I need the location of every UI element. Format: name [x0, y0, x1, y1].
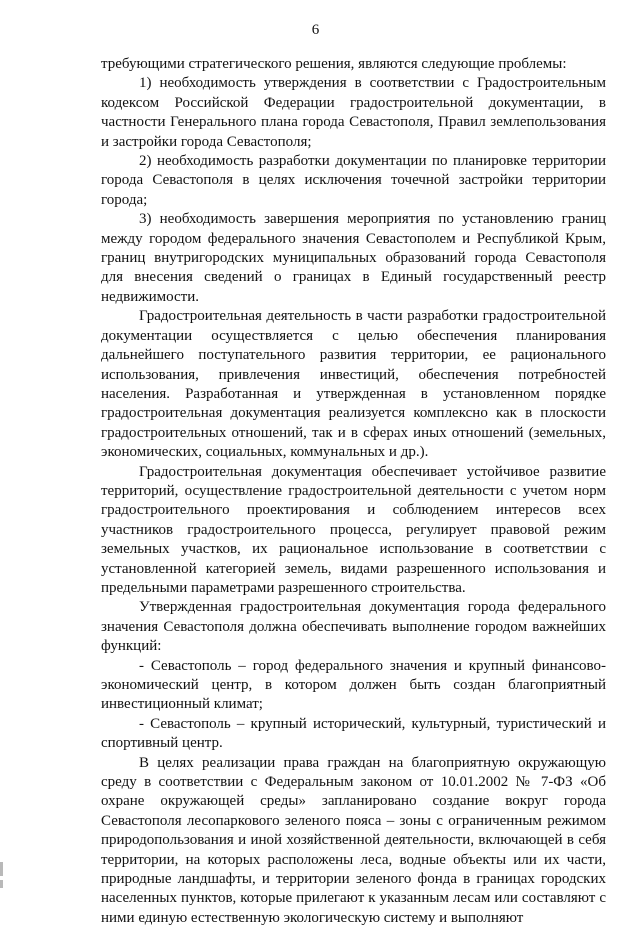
- scan-edge-mark: [0, 880, 3, 888]
- scan-edge-mark: [0, 862, 3, 876]
- paragraph-function-cultural: - Севастополь – крупный исторический, культурный, туристический и спортивный центр.: [101, 715, 606, 752]
- paragraph-city-functions: Утвержденная градостроительная документация города федерального значения Севастополя должна обеспечивать выполнение городом важнейших функций:: [101, 599, 606, 655]
- paragraph-problem-3: 3) необходимость завершения мероприятия по установлению границ между городом федерального значения Севастополем и Республикой Крым, границ внутригородских муниципальных образований города Севастополя для внесения сведений о границах в Единый государственный реестр недвижимости.: [101, 211, 606, 305]
- page-number: 6: [311, 22, 320, 38]
- document-body: [101, 55, 606, 928]
- paragraph-urban-planning-documentation: Градостроительная документация обеспечивает устойчивое развитие территорий, осуществление градостроительной деятельности с учетом норм градостроительного проектирования и соблюдением интересов всех участников градостроительного процесса, регулирует правовой режим земельных участков, их рациональное использование в соответствии с установленной категорией земель, видами разрешенного использования и предельными параметрами разрешенного строительства.: [101, 463, 606, 596]
- paragraph-problem-2: 2) необходимость разработки документации по планировке территории города Севастополя в целях исключения точечной застройки территории города;: [101, 153, 606, 208]
- paragraph-function-financial: - Севастополь – город федерального значения и крупный финансово-экономический центр, в котором должен быть создан благоприятный инвестиционный климат;: [101, 657, 606, 713]
- paragraph-problem-1: 1) необходимость утверждения в соответствии с Градостроительным кодексом Российской Федерации градостроительной документации, в частности Генерального плана города Севастополя, Правил землепользования и застройки города Севастополя;: [101, 75, 606, 150]
- paragraph-green-belt: В целях реализации права граждан на благоприятную окружающую среду в соответствии с Федеральным законом от 10.01.2002 № 7-ФЗ «Об охране окружающей среды» запланировано создание вокруг города Севастополя лесопаркового зеленого пояса – зоны с ограниченным режимом природопользования и иной хозяйственной деятельности, включающей в себя территории, на которых расположены леса, водные объекты или их части, природные ландшафты, и территории зеленого фонда в границах городских населенных пунктов, которые прилегают к указанным лесам или составляют с ними единую естественную экологическую систему и выполняют: [101, 754, 606, 926]
- paragraph-intro: требующими стратегического решения, являются следующие проблемы:: [101, 56, 567, 72]
- paragraph-urban-planning-activity: Градостроительная деятельность в части разработки градостроительной документации осуществляется с целью обеспечения планирования дальнейшего поступательного развития территории, ее рационального использования, привлечения инвестиций, обеспечения потребностей населения. Разработанная и утвержденная в установленном порядке градостроительная документация реализуется комплексно как в плоскости градостроительных отношений, так и в сферах иных отношений (земельных, экономических, социальных, коммунальных и др.).: [101, 308, 606, 461]
